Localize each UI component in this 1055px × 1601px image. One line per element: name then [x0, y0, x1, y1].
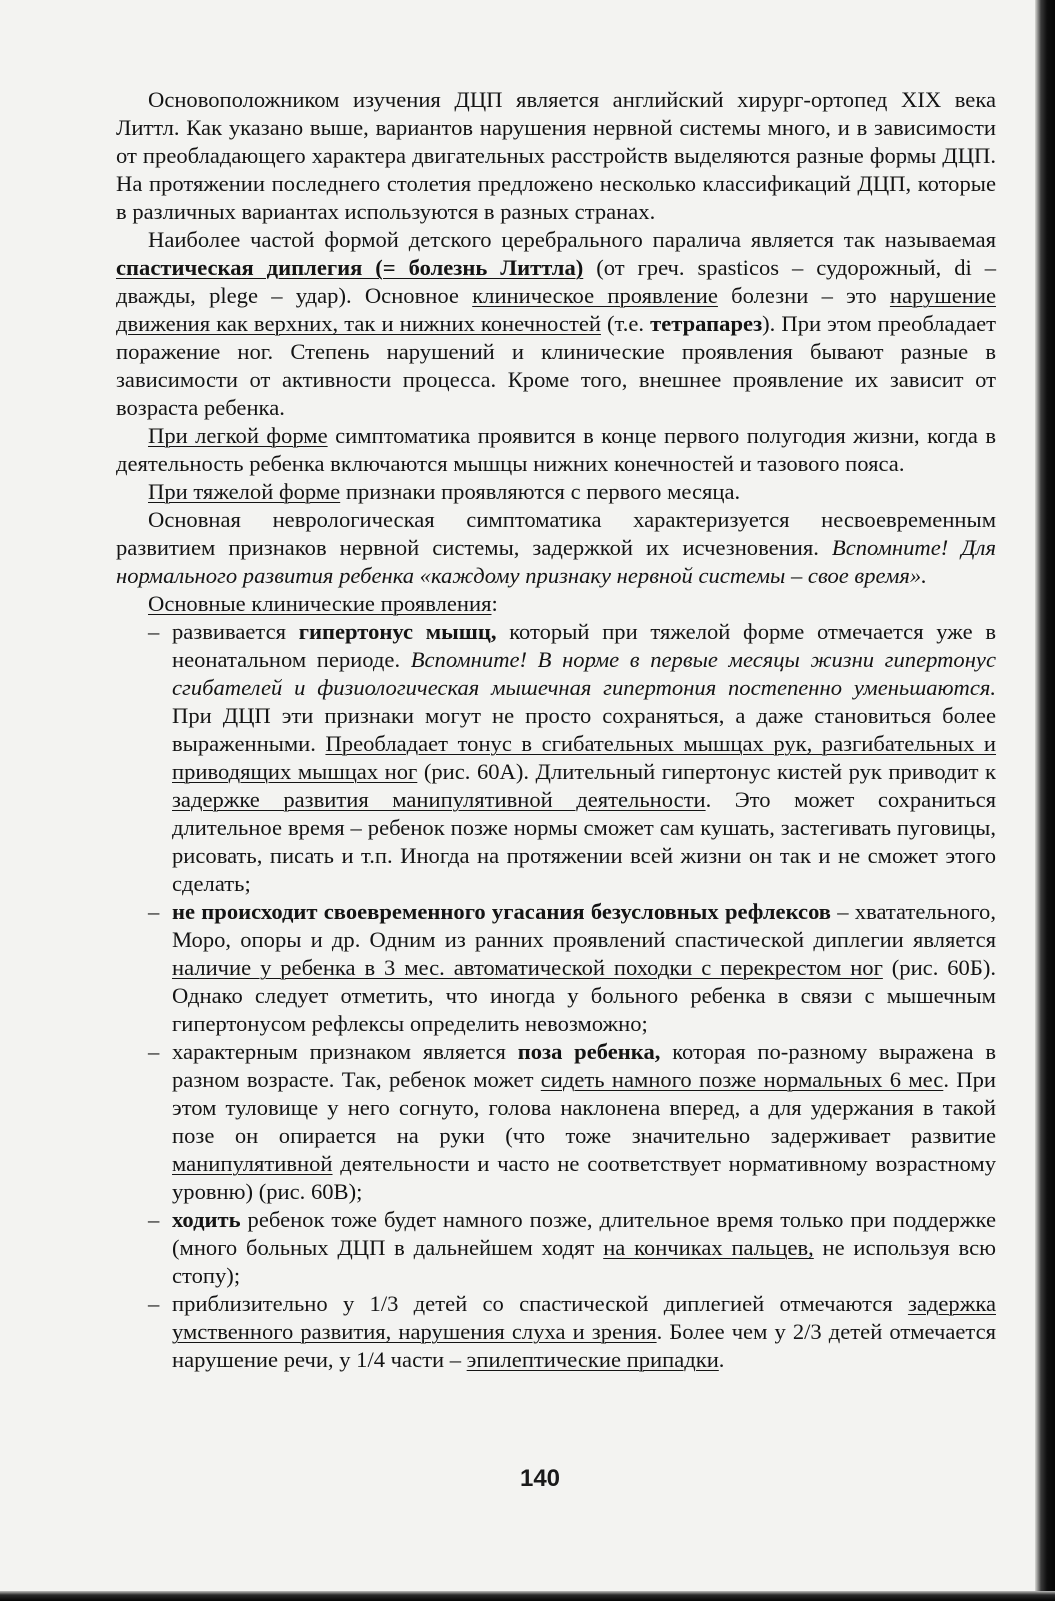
- scan-border-bottom: [0, 1591, 1055, 1601]
- list-dash: –: [148, 1207, 160, 1232]
- paragraph-intro: Основоположником изучения ДЦП является английский хирург-ортопед XIX века Литтл. Как указано выше, вариантов нарушения нервной системы много, и в зависимости от преобладающего характера двигательных расстройств выделяются разные формы ДЦП. На протяжении последнего столетия предложено несколько классификаций ДЦП, которые в различных вариантах используются в разных странах.: [116, 87, 996, 224]
- text-run: . Это может сохраниться длительное время – ребенок позже нормы сможет сам кушать, застегивать пуговицы, рисовать, писать и т.п. Иногда на протяжении всей жизни он так и не сможет этого сделать;: [172, 787, 996, 896]
- list-dash: –: [148, 1291, 160, 1316]
- underlined-term: на кончиках пальцев,: [603, 1235, 814, 1260]
- term-spastic-diplegia: спастическая диплегия (= болезнь Литтла): [116, 255, 584, 280]
- text-run: не используя всю стопу);: [172, 1235, 996, 1288]
- text-run: Основная неврологическая симптоматика характеризуется несвоевременным развитием признаков нервной системы, задержкой их исчезновения.: [116, 507, 996, 560]
- text-run: – хватательного, Моро, опоры и др. Одним из ранних проявлений спастической диплегии является: [172, 899, 996, 952]
- underlined-term: сидеть намного позже нормальных 6 мес: [540, 1067, 944, 1092]
- underlined-heading: Основные клинические проявления: [148, 591, 492, 616]
- text-run: признаки проявляются с первого месяца.: [340, 479, 741, 504]
- text-run: характерным признаком является: [172, 1039, 518, 1064]
- italic-note: Вспомните! В норме в первые месяцы жизни гипертонус сгибателей и физиологическая мышечная гипертония постепенно уменьшаются.: [172, 647, 996, 700]
- page-number: 140: [519, 1465, 561, 1492]
- text-run: (рис. 60А). Длительный гипертонус кистей рук приводит к: [417, 759, 996, 784]
- text-run: (от греч. spasticos – судорожный, di – дважды, plege – удар). Основное: [116, 255, 996, 308]
- underlined-term: задержке развития манипулятивной деятельности: [172, 787, 706, 812]
- paragraph-mild-form: [116, 422, 996, 478]
- underlined-term: клиническое проявление: [472, 283, 718, 308]
- term-tetraparesis: тетрапарез: [650, 311, 763, 336]
- underlined-term: При тяжелой форме: [148, 479, 341, 504]
- text-run: . Более чем у 2/3 детей отмечается нарушение речи, у 1/4 части –: [172, 1319, 996, 1372]
- text-run: :: [491, 591, 498, 616]
- text-run: . При этом туловище у него согнуто, голова наклонена вперед, а для удержания в такой позе он опирается на руки (что тоже значительно задерживает развитие: [172, 1067, 996, 1148]
- text-run: который при тяжелой форме отмечается уже в неонатальном периоде.: [172, 619, 997, 672]
- scan-border-right: [1035, 0, 1055, 1601]
- text-run: которая по-разному выражена в разном возрасте. Так, ребенок может: [172, 1039, 996, 1092]
- text-run: (рис. 60Б). Однако следует отметить, что иногда у больного ребенка в связи с мышечным гипертонусом рефлексы определить невозможно;: [172, 955, 996, 1036]
- text-run: ). При этом преобладает поражение ног. Степень нарушений и клинические проявления бывают разные в зависимости от активности процесса. Кроме того, внешнее проявление их зависит от возраста ребенка.: [116, 311, 997, 420]
- underlined-term: наличие у ребенка в 3 мес. автоматической походки с перекрестом ног: [172, 955, 883, 980]
- underlined-term: нарушение движения как верхних, так и нижних конечностей: [116, 283, 996, 336]
- text-run: приблизительно у 1/3 детей со спастической диплегией отмечаются: [172, 1291, 908, 1316]
- bold-term: поза ребенка,: [517, 1039, 661, 1064]
- list-dash: –: [148, 1039, 160, 1064]
- paragraph-severe-form: [116, 478, 996, 506]
- list-dash: –: [148, 899, 160, 924]
- bold-term: не происходит своевременного угасания безусловных рефлексов: [172, 899, 832, 924]
- list-item: [116, 1038, 996, 1206]
- text-run: симптоматика проявится в конце первого полугодия жизни, когда в деятельность ребенка включаются мышцы нижних конечностей и тазового пояса.: [116, 423, 996, 476]
- text-run: (т.е.: [600, 311, 651, 336]
- page-text-block: [116, 86, 996, 1374]
- text-run: деятельности и часто не соответствует нормативному возрастному уровню) (рис. 60В);: [172, 1151, 996, 1204]
- text-run: развивается: [172, 619, 299, 644]
- text-run: При ДЦП эти признаки могут не просто сохраняться, а даже становиться более выраженными.: [172, 703, 996, 756]
- text-run: ребенок тоже будет намного позже, длительное время только при поддержке (много больных ДЦП в дальнейшем ходят: [172, 1207, 996, 1260]
- paragraph-neuro-symptoms: [116, 506, 996, 590]
- italic-note: Вспомните! Для нормального развития ребенка «каждому признаку нервной системы – свое время».: [116, 535, 996, 588]
- list-item: [116, 898, 996, 1038]
- paragraph-main-manifestations: [116, 590, 996, 618]
- text-run: .: [718, 1347, 725, 1372]
- underlined-term: Преобладает тонус в сгибательных мышцах рук, разгибательных и приводящих мышцах ног: [172, 731, 997, 784]
- list-dash: –: [148, 619, 160, 644]
- list-item: [116, 1290, 996, 1374]
- underlined-term: При легкой форме: [148, 423, 328, 448]
- bold-term: ходить: [172, 1207, 241, 1232]
- list-item: [116, 618, 996, 898]
- underlined-term: задержка умственного развития, нарушения слуха и зрения: [172, 1291, 996, 1344]
- underlined-term: манипулятивной: [172, 1151, 333, 1176]
- bold-term: гипертонус мышц,: [298, 619, 497, 644]
- list-item: [116, 1206, 996, 1290]
- paragraph-spastic-diplegia: [116, 226, 996, 422]
- text-run: болезни – это: [717, 283, 890, 308]
- underlined-term: эпилептические припадки: [466, 1347, 719, 1372]
- text-run: Наиболее частой формой детского церебрального паралича является так называемая: [148, 227, 996, 252]
